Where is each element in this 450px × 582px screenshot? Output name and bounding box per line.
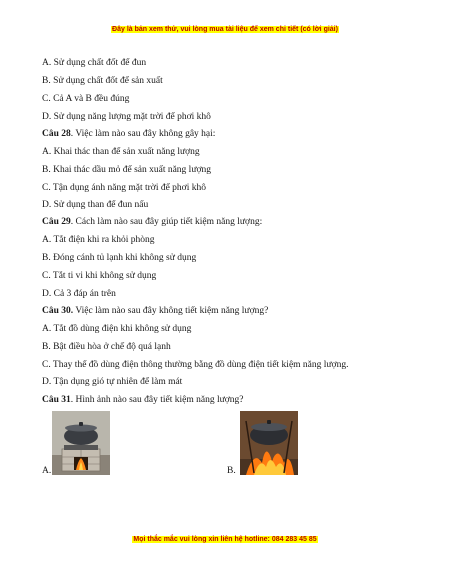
option-prev-c: C. Cả A và B đều đúng	[42, 94, 130, 104]
q28-option-c: C. Tận dụng ánh năng mặt trời để phơi khô	[42, 183, 206, 193]
q28-option-d: D. Sử dụng than để đun nấu	[42, 200, 149, 210]
q30-option-c: C. Thay thế đồ dùng điện thông thường bằng đồ dùng điện tiết kiệm năng lượng.	[42, 360, 349, 370]
hotline-text: Mọi thắc mắc vui lòng xin liên hệ hotline: 084 283 45 85	[133, 536, 317, 543]
question-28	[42, 128, 215, 140]
preview-notice-banner	[0, 26, 450, 33]
q28-option-b: B. Khai thác dầu mỏ để sản xuất năng lượng	[42, 165, 211, 175]
question-31-text: . Hình ảnh nào sau đây tiết kiệm năng lượng?	[70, 395, 244, 405]
q31-option-a-label: A.	[42, 466, 52, 476]
q29-option-a: A. Tắt điện khi ra khỏi phòng	[42, 235, 155, 245]
option-prev-d: D. Sử dụng năng lượng mặt trời để phơi khô	[42, 112, 211, 122]
brick-stove-image	[52, 411, 110, 475]
q29-option-d: D. Cả 3 đáp án trên	[42, 289, 116, 299]
q31-option-b-label: B.	[227, 466, 236, 476]
preview-notice-text: Đây là bản xem thử, vui lòng mua tài liệu để xem chi tiết (có lời giải)	[112, 26, 338, 33]
q30-option-a: A. Tắt đồ dùng điện khi không sử dụng	[42, 324, 192, 334]
q28-option-a: A. Khai thác than để sản xuất năng lượng	[42, 147, 200, 157]
hotline-banner	[0, 536, 450, 543]
option-prev-a: A. Sử dụng chất đốt để đun	[42, 58, 147, 68]
question-30-text: Việc làm nào sau đây không tiết kiệm năng lượng?	[73, 306, 269, 316]
option-prev-b: B. Sử dụng chất đốt để sản xuất	[42, 76, 163, 86]
question-29-label: Câu 29	[42, 217, 71, 227]
question-28-label: Câu 28	[42, 129, 71, 139]
question-31	[42, 394, 243, 406]
question-31-label: Câu 31	[42, 395, 71, 405]
q30-option-b: B. Bật điều hòa ở chế độ quá lạnh	[42, 342, 171, 352]
q29-option-b: B. Đóng cánh tủ lạnh khi không sử dụng	[42, 253, 197, 263]
q30-option-d: D. Tận dụng gió tự nhiên để làm mát	[42, 377, 183, 387]
question-29-text: . Cách làm nào sau đây giúp tiết kiệm năng lượng:	[70, 217, 263, 227]
question-30	[42, 305, 268, 317]
question-28-text: . Việc làm nào sau đây không gây hại:	[70, 129, 216, 139]
question-29	[42, 216, 262, 228]
open-fire-pot-image	[240, 411, 298, 475]
question-30-label: Câu 30.	[42, 306, 74, 316]
q29-option-c: C. Tắt ti vi khi không sử dụng	[42, 271, 157, 281]
